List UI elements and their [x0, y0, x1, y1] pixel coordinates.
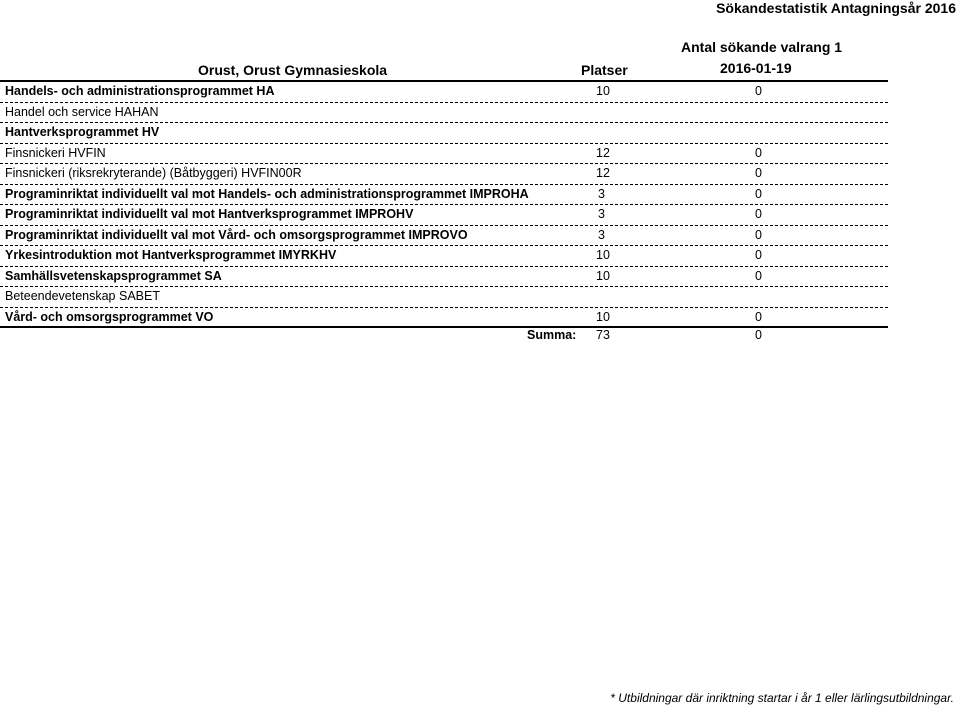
platser-value: 12	[596, 145, 610, 160]
program-name: Hantverksprogrammet HV	[5, 125, 160, 139]
platser-value: 10	[596, 84, 610, 98]
program-name: Finsnickeri HVFIN	[5, 145, 106, 160]
report-title: Sökandestatistik Antagningsår 2016	[716, 0, 956, 16]
antal-value: 0	[755, 248, 762, 262]
program-name: Finsnickeri (riksrekryterande) (Båtbyggeri) HVFIN00R	[5, 166, 302, 180]
table-row	[0, 226, 888, 247]
platser-value: 3	[598, 186, 605, 201]
table-row	[0, 164, 888, 185]
program-name: Yrkesintroduktion mot Hantverksprogrammet IMYRKHV	[5, 248, 337, 262]
platser-column-header: Platser	[581, 62, 628, 78]
footnote: * Utbildningar där inriktning startar i år 1 eller lärlingsutbildningar.	[610, 691, 954, 705]
table-row	[0, 185, 888, 206]
table-row	[0, 287, 888, 308]
antal-value: 0	[755, 268, 762, 283]
program-name: Programinriktat individuellt val mot Hantverksprogrammet IMPROHV	[5, 207, 414, 221]
program-name: Handels- och administrationsprogrammet HA	[5, 84, 275, 98]
antal-value: 0	[755, 309, 762, 324]
table-row	[0, 267, 888, 288]
school-header: Orust, Orust Gymnasieskola	[198, 62, 388, 78]
antal-value: 0	[755, 84, 762, 98]
program-table	[0, 82, 888, 328]
antal-value: 0	[755, 186, 762, 201]
antal-value: 0	[755, 145, 762, 160]
table-row	[0, 123, 888, 144]
program-name: Programinriktat individuellt val mot Handels- och administrationsprogrammet IMPROHA	[5, 186, 529, 201]
summa-platser: 73	[596, 328, 610, 342]
program-name: Programinriktat individuellt val mot Vård- och omsorgsprogrammet IMPROVO	[5, 227, 468, 242]
antal-value: 0	[755, 207, 762, 221]
table-row	[0, 144, 888, 165]
program-name: Vård- och omsorgsprogrammet VO	[5, 309, 214, 324]
platser-value: 3	[598, 227, 605, 242]
antal-column-header: Antal sökande valrang 1	[681, 39, 843, 55]
table-row	[0, 103, 888, 124]
platser-value: 10	[596, 268, 610, 283]
platser-value: 3	[598, 207, 605, 221]
table-row	[0, 205, 888, 226]
table-row	[0, 82, 888, 103]
table-row	[0, 246, 888, 267]
table-row	[0, 308, 888, 329]
date-header: 2016-01-19	[720, 60, 792, 76]
platser-value: 10	[596, 309, 610, 324]
program-name: Beteendevetenskap SABET	[5, 289, 160, 303]
platser-value: 10	[596, 248, 610, 262]
summa-antal: 0	[755, 328, 762, 342]
antal-value: 0	[755, 166, 762, 180]
program-name: Handel och service HAHAN	[5, 104, 159, 119]
summa-label: Summa:	[527, 328, 577, 342]
antal-value: 0	[755, 227, 762, 242]
program-name: Samhällsvetenskapsprogrammet SA	[5, 268, 222, 283]
platser-value: 12	[596, 166, 610, 180]
